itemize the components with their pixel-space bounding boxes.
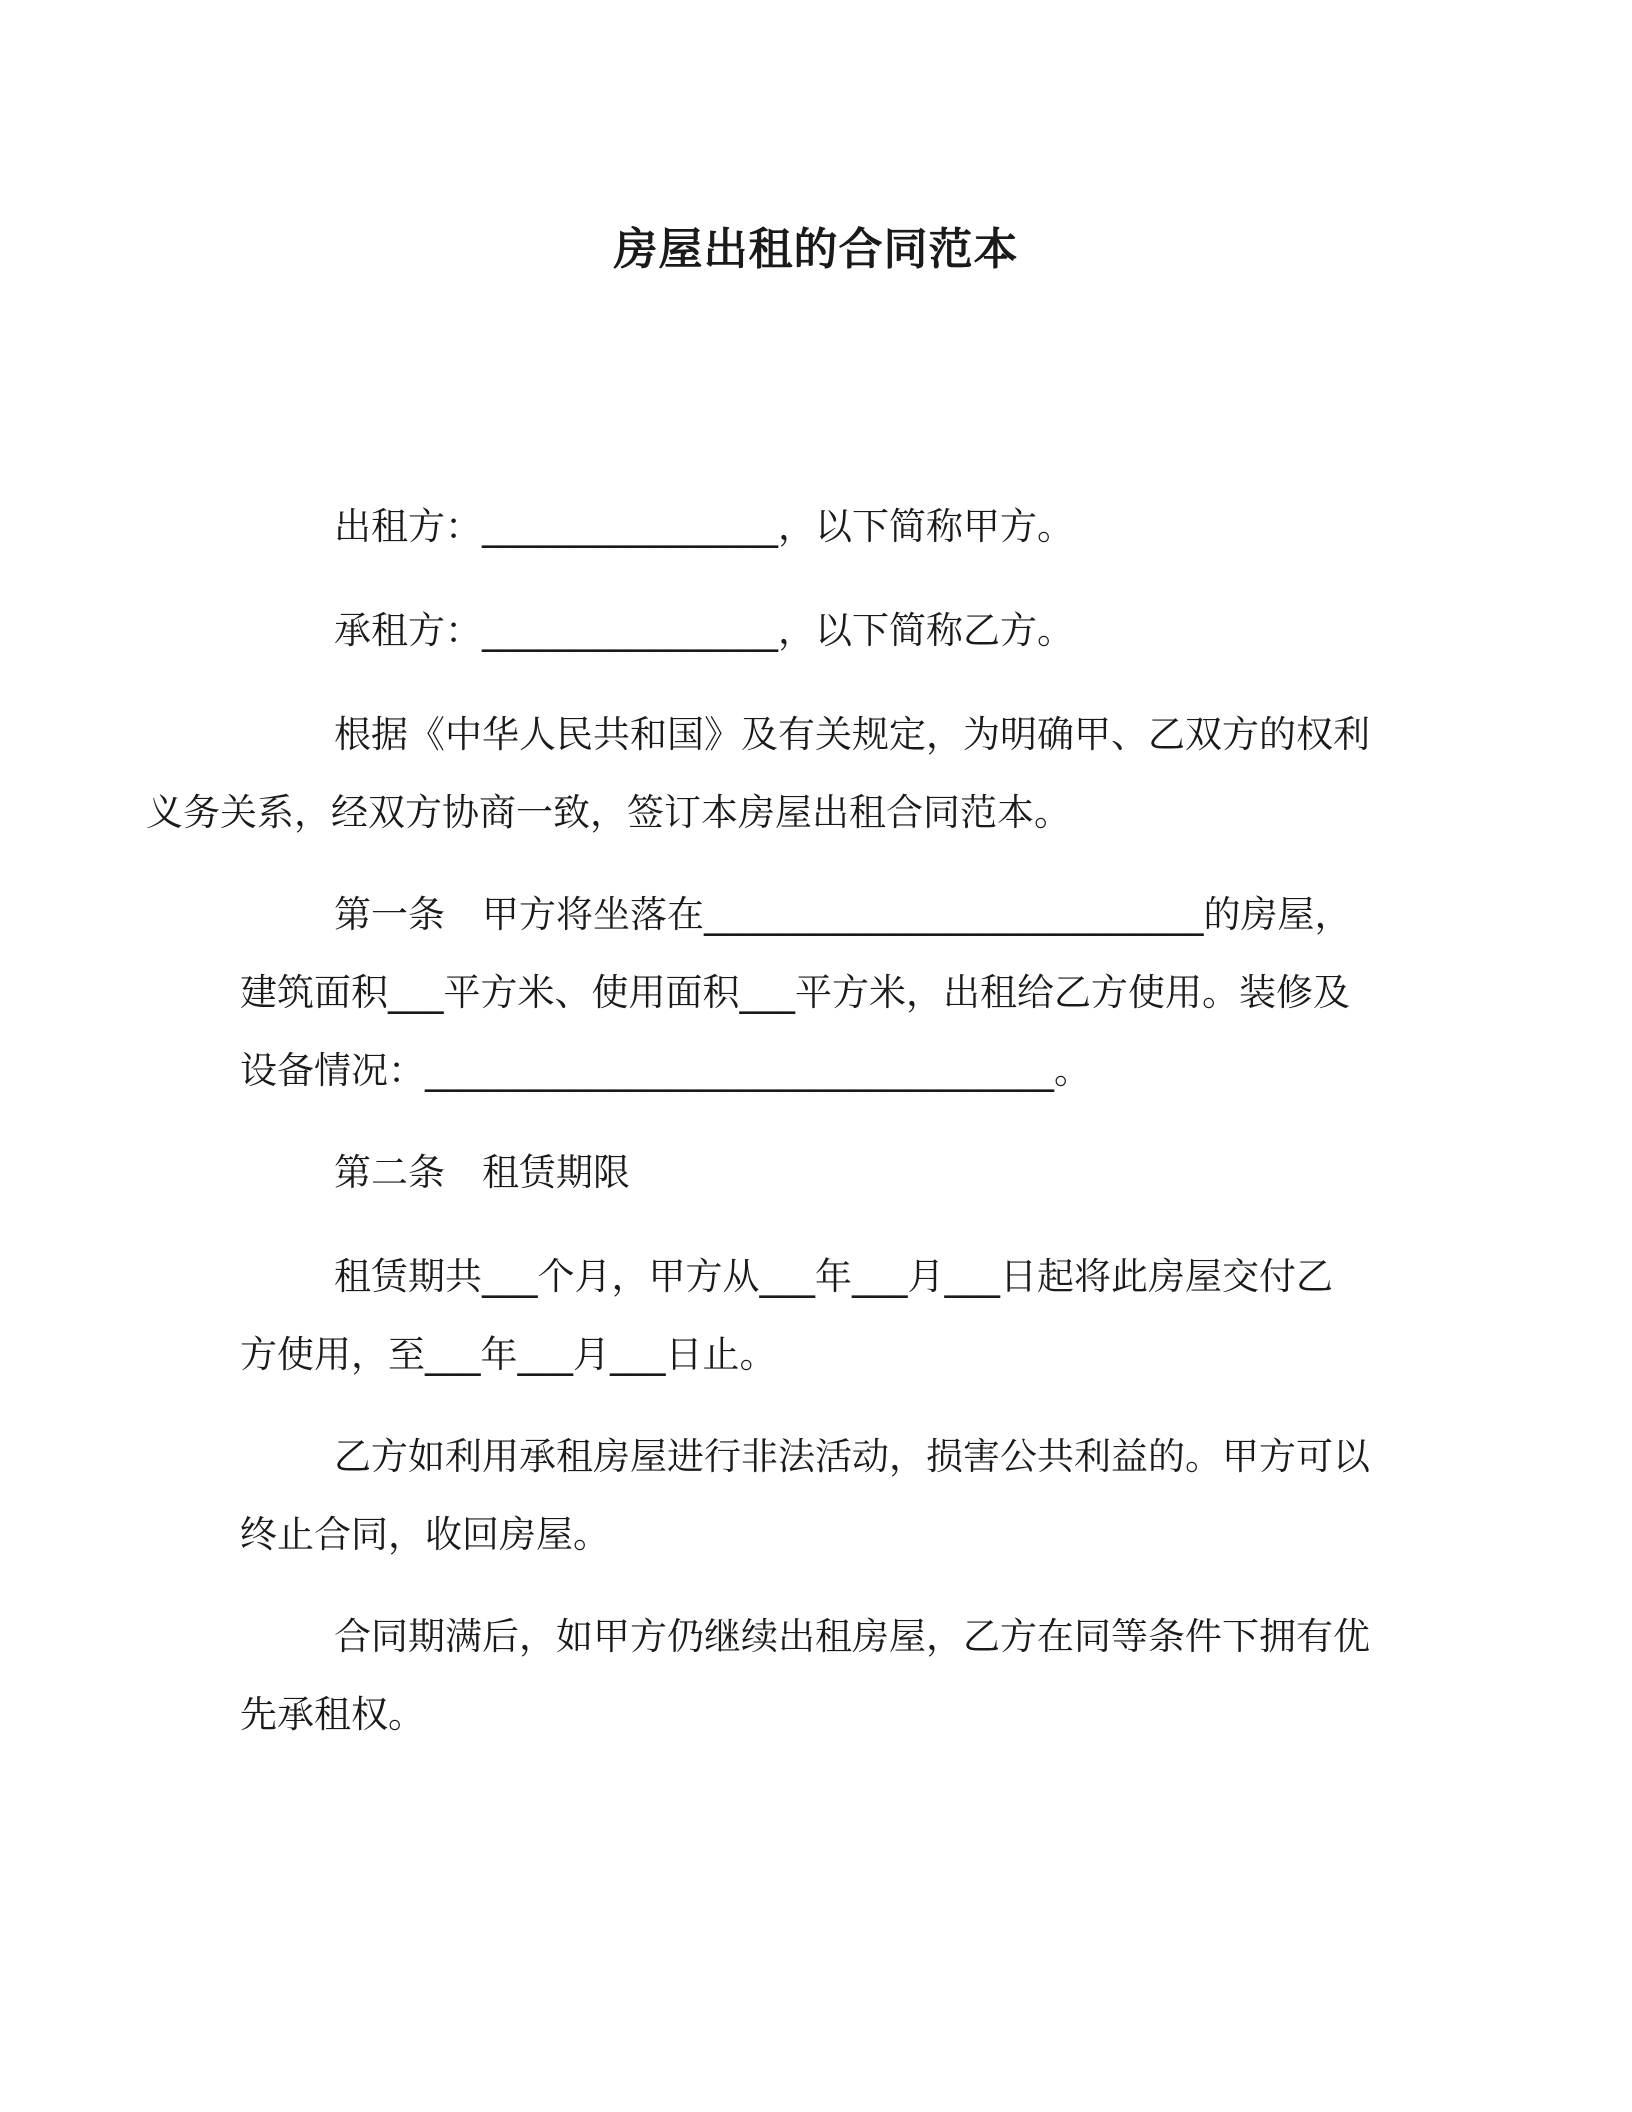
- paragraph-line: 第一条 甲方将坐落在___________________________的房屋，: [334, 893, 1352, 936]
- paragraph-line: 合同期满后，如甲方仍继续出租房屋，乙方在同等条件下拥有优: [334, 1615, 1370, 1658]
- paragraph-line: 建筑面积___平方米、使用面积___平方米，出租给乙方使用。装修及: [240, 971, 1350, 1014]
- paragraph-line: 第二条 租赁期限: [334, 1151, 630, 1194]
- page-title: 房屋出租的合同范本: [613, 224, 1019, 275]
- paragraph-termination: [240, 1418, 1380, 1574]
- paragraph-lessor: [240, 488, 1380, 566]
- paragraph-article-1: [240, 876, 1380, 1110]
- paragraph-lease-term: [240, 1238, 1380, 1394]
- paragraph-line: 先承租权。: [240, 1693, 425, 1736]
- paragraph-renewal: [240, 1598, 1380, 1754]
- paragraph-line: 出租方：________________，以下简称甲方。: [334, 505, 1074, 548]
- paragraph-line: 根据《中华人民共和国》及有关规定，为明确甲、乙双方的权利: [334, 713, 1370, 756]
- paragraph-line: 义务关系，经双方协商一致，签订本房屋出租合同范本。: [146, 791, 1071, 834]
- paragraph-line: 租赁期共___个月，甲方从___年___月___日起将此房屋交付乙: [334, 1255, 1333, 1298]
- paragraph-line: 乙方如利用承租房屋进行非法活动，损害公共利益的。甲方可以: [334, 1435, 1370, 1478]
- paragraph-line: 方使用，至___年___月___日止。: [240, 1333, 777, 1376]
- paragraph-line: 设备情况：__________________________________。: [240, 1049, 1091, 1092]
- paragraph-line: 承租方：________________，以下简称乙方。: [334, 609, 1074, 652]
- paragraph-preamble: [146, 696, 1380, 852]
- paragraph-article-2-heading: [240, 1134, 1380, 1212]
- paragraph-lessee: [240, 592, 1380, 670]
- paragraph-line: 终止合同，收回房屋。: [240, 1513, 610, 1556]
